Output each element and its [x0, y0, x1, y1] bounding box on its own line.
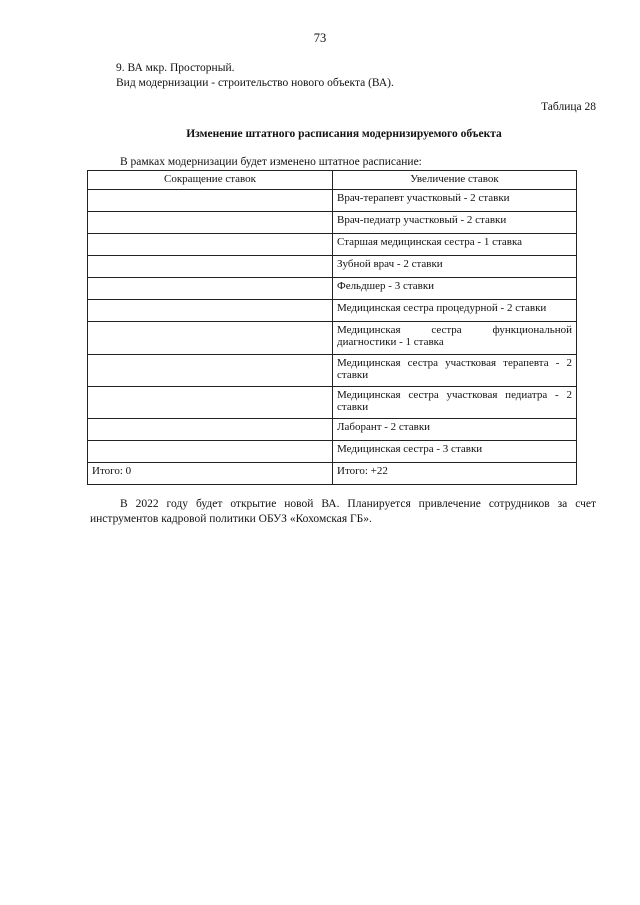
page-number: 73 — [313, 31, 327, 45]
header-increase: Увеличение ставок — [333, 171, 577, 190]
increase-cell: Медицинская сестра процедурной - 2 ставки — [333, 300, 577, 322]
section-heading: 9. ВА мкр. Просторный. — [116, 62, 235, 74]
footer-paragraph: В 2022 году будет открытие новой ВА. Планируется привлечение сотрудников за счет инструментов кадровой политики ОБУЗ «Кохомская ГБ». — [90, 498, 596, 525]
table-row — [88, 278, 577, 300]
table-row — [88, 190, 577, 212]
reduction-cell — [88, 256, 333, 278]
increase-total: Итого: +22 — [333, 463, 577, 485]
table-row — [88, 322, 577, 355]
table-row — [88, 355, 577, 387]
reduction-cell — [88, 212, 333, 234]
modernization-type: Вид модернизации - строительство нового объекта (ВА). — [116, 77, 394, 89]
reduction-cell — [88, 300, 333, 322]
reduction-cell — [88, 387, 333, 419]
table-row — [88, 234, 577, 256]
table-title: Изменение штатного расписания модернизируемого объекта — [186, 128, 502, 140]
header-reduction: Сокращение ставок — [88, 171, 333, 190]
increase-cell: Лаборант - 2 ставки — [333, 419, 577, 441]
table-row — [88, 419, 577, 441]
table-row — [88, 441, 577, 463]
increase-cell: Медицинская сестра участковая педиатра - 2 ставки — [333, 387, 577, 419]
table-header-row — [88, 171, 577, 190]
table-row — [88, 387, 577, 419]
staff-changes-table — [87, 170, 577, 485]
reduction-cell — [88, 190, 333, 212]
reduction-cell — [88, 419, 333, 441]
increase-cell: Старшая медицинская сестра - 1 ставка — [333, 234, 577, 256]
increase-cell: Фельдшер - 3 ставки — [333, 278, 577, 300]
reduction-cell — [88, 278, 333, 300]
table-row — [88, 300, 577, 322]
increase-cell: Врач-педиатр участковый - 2 ставки — [333, 212, 577, 234]
reduction-total: Итого: 0 — [88, 463, 333, 485]
reduction-cell — [88, 441, 333, 463]
reduction-cell — [88, 234, 333, 256]
increase-cell: Медицинская сестра участковая терапевта - 2 ставки — [333, 355, 577, 387]
increase-cell: Медицинская сестра функциональной диагностики - 1 ставка — [333, 322, 577, 355]
reduction-cell — [88, 322, 333, 355]
table-row — [88, 256, 577, 278]
increase-cell: Медицинская сестра - 3 ставки — [333, 441, 577, 463]
increase-cell: Врач-терапевт участковый - 2 ставки — [333, 190, 577, 212]
table-intro: В рамках модернизации будет изменено штатное расписание: — [120, 156, 422, 168]
reduction-cell — [88, 355, 333, 387]
table-row — [88, 212, 577, 234]
increase-cell: Зубной врач - 2 ставки — [333, 256, 577, 278]
table-label: Таблица 28 — [541, 101, 596, 113]
totals-row — [88, 463, 577, 485]
